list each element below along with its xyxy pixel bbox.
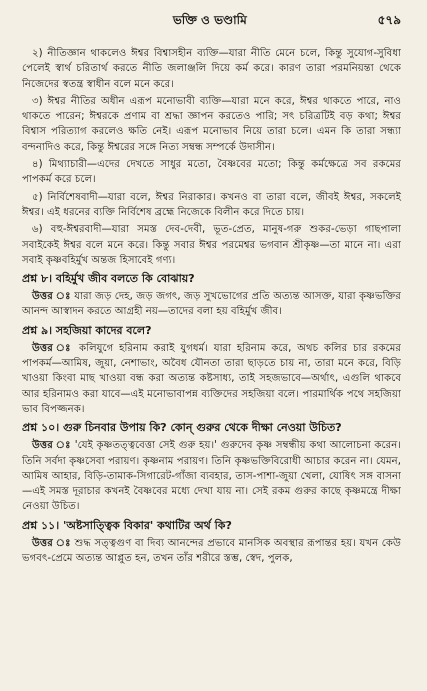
page-header <box>22 12 401 34</box>
answer-paragraph <box>22 438 401 514</box>
page-number: ৫৭৯ <box>377 13 401 27</box>
paragraph: ৪) মিথ্যাচারী—এদের দেখতে সাধুর মতো, বৈষ্ণবের মতো; কিন্তু কর্মক্ষেত্রে সব রকমের পাপকর্ম করে চলে। <box>22 159 401 186</box>
answer-paragraph <box>22 341 401 417</box>
paragraph: ৫) নির্বিশেষবাদী—যারা বলে, ঈশ্বর নিরাকার। কখনও বা তারা বলে, জীবই ঈশ্বর, সকলেই ঈশ্বর। এই ধরনের ব্যক্তি নির্বিশেষ ব্রহ্মে নিজেকে বিলীন করে দিতে চায়। <box>22 191 401 218</box>
answer-paragraph <box>22 289 401 320</box>
question-heading: প্রশ্ন ১০। গুরু চিনবার উপায় কি? কোন্ গুরুর থেকে দীক্ষা নেওয়া উচিত? <box>22 421 342 435</box>
answer-label: উত্তর ঃ <box>32 291 71 303</box>
page-body <box>22 46 401 566</box>
paragraph: ৬) বহু-ঈশ্বরবাদী—যারা সমস্ত দেব-দেবী, ভূত-প্রেত, মানুষ-গরু শুকর-ভেড়া গাছপালা সবাইকেই ঈশ্বর বলে মনে করে। কিন্তু সবার ঈশ্বর পরমেশ্বর ভগবান শ্রীকৃষ্ণ—তা মানে না। এরা সবাই কৃষ্ণবহির্মুখ অন্তজ হিসাবেই গণ্য। <box>22 224 401 266</box>
paragraph: ২) নীতিজ্ঞান থাকলেও ঈশ্বর বিশ্বাসহীন ব্যক্তি—যারা নীতি মেনে চলে, কিন্তু সুযোগ-সুবিধা পেলেই স্বার্থ চরিতার্থ করতে নীতি জলাঞ্জলি দিয়ে কর্ম করে। কারণ তারা পরমনিয়ন্তা থেকে নিজেদের স্বতন্ত্র স্বাধীন বলে মনে করে। <box>22 48 401 90</box>
answer-label: উত্তর ঃ <box>32 440 72 452</box>
question-heading: প্রশ্ন ৯। সহজিয়া কাদের বলে? <box>22 323 152 337</box>
answer-paragraph <box>22 536 401 567</box>
answer-label: উত্তর ঃ <box>32 342 74 354</box>
answer-label: উত্তর ঃ <box>32 537 72 549</box>
question-heading: প্রশ্ন ৮। বহির্মুখ জীব বলতে কি বোঝায়? <box>22 272 195 286</box>
answer-text: শুদ্ধ সত্ত্বগুণ বা দিব্য আনন্দের প্রভাবে মানসিক অবস্থার রূপান্তর হয়। যখন কেউ ভগবৎ-প্রেমে অত্যন্ত আপ্লুত হন, তখন তাঁর শরীরে স্তম্ভ, স্বেদ, পুলক, <box>22 537 401 565</box>
page-title: ভক্তি ও ভণ্ডামি <box>172 13 247 27</box>
question-heading: প্রশ্ন ১১। 'অষ্টসাত্ত্বিক বিকার' কথাটির অর্থ কি? <box>22 518 232 532</box>
answer-text: যারা জড় দেহ, জড় জগৎ, জড় সুখভোগের প্রতি অত্যন্ত আসক্ত, যারা কৃষ্ণভক্তির আনন্দ আস্বাদন করতে আগ্রহী নয়—তাদের বলা হয় বহির্মুখ জীব। <box>22 291 401 318</box>
answer-text: কলিযুগে হরিনাম করাই যুগধর্ম। যারা হরিনাম করে, অথচ কলির চার রকমের পাপকর্ম—আমিষ, জুয়া, নেশাভাং, অবৈধ যৌনতা তারা ছাড়তে চায় না, তারা মনে করে, বিড়ি খাওয়া কিংবা মাছ খাওয়া বন্ধ করা অত্যন্ত কষ্টসাধ্য, তাই সহজভাবে—অর্থাৎ, এগুলি থাকবে আর হরিনামও করা যাবে—এই মনোভাবাপন্ন ব্যক্তিদের সহজিয়া বলে। পারমার্থিক পথে সহজিয়া ভাব বিপজ্জনক। <box>22 342 401 415</box>
paragraph: ৩) ঈশ্বর নীতির অধীন এরূপ মনোভাবী ব্যক্তি—যারা মনে করে, ঈশ্বর থাকতে পারে, নাও থাকতে পারেন; ঈশ্বরকে প্রণাম বা শ্রদ্ধা জ্ঞাপন করতেও পারি; সৎ চরিত্রটিই বড় কথা; ঈশ্বর বিশ্বাস পরিত্যাগ করলেও ক্ষতি নেই। এরূপ মনোভাব নিয়ে তারা চলে। এমন কি তারা সন্ধ্যা বন্দনাদিও করে, কিন্তু ঈশ্বরের সঙ্গে নিত্য সম্বন্ধ সম্পর্কে উদাসীন। <box>22 95 401 153</box>
answer-text: 'যেই কৃষ্ণতত্ত্ববেত্তা সেই গুরু হয়।' গুরুদেব কৃষ্ণ সম্বন্ধীয় কথা আলোচনা করেন। তিনি সর্বদা কৃষ্ণসেবা পরায়ণ। কৃষ্ণনাম পরায়ণ। তিনি কৃষ্ণভক্তিবিরোধী আচার করেন না। যেমন, আমিষ আহার, বিড়ি-তামাক-সিগারেট-গাঁজা ব্যবহার, তাস-পাশা-জুয়া খেলা, যোষিৎ সঙ্গ বাসনা—এই সমস্ত দূরাচার কখনই বৈষ্ণবের মধ্যে দেখা যায় না। সেই রকম গুরুর কাছে কৃষ্ণমন্ত্রে দীক্ষা নেওয়া উচিত। <box>22 440 401 513</box>
